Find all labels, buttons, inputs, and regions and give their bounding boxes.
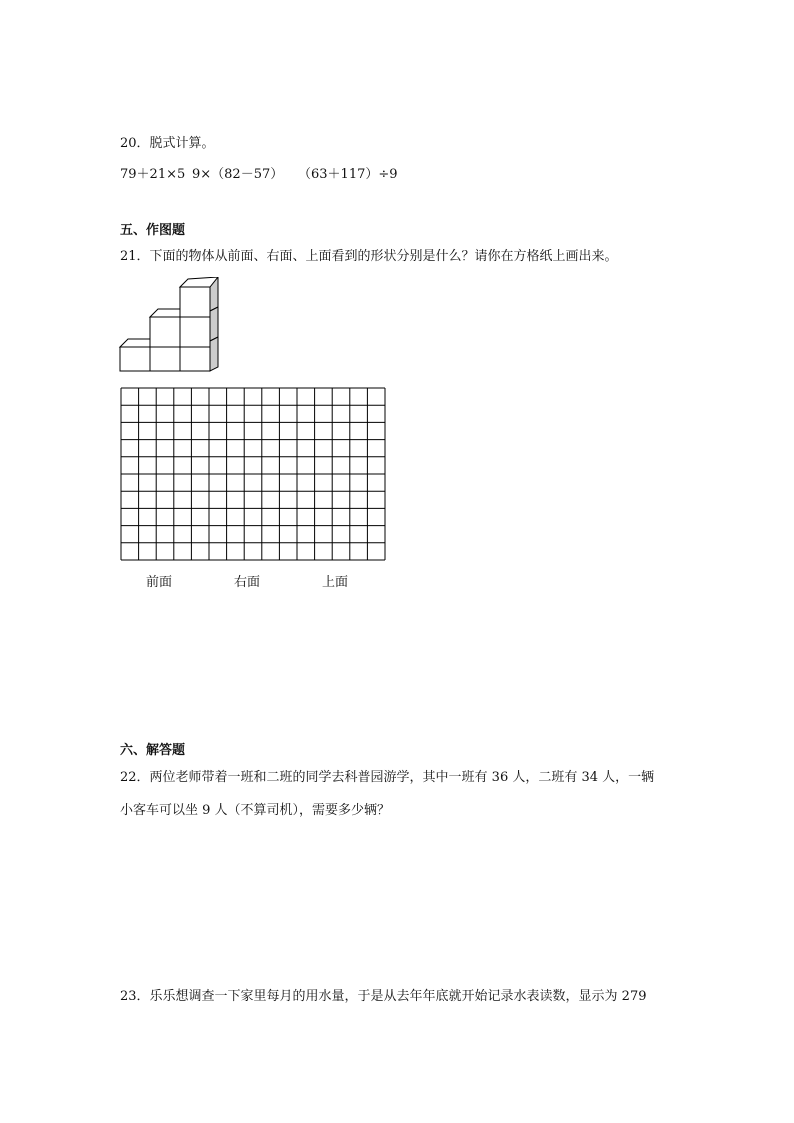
- q20-expr-2: 9×（82－57）: [192, 167, 284, 182]
- q23-line-1: 23．乐乐想调查一下家里每月的用水量，于是从去年年底就开始记录水表读数，显示为 279: [120, 989, 647, 1004]
- label-top-view: 上面: [322, 575, 349, 590]
- q22-line-1: 22．两位老师带着一班和二班的同学去科普园游学，其中一班有 36 人，二班有 34 人，一辆: [120, 770, 655, 785]
- cube-side-face: [210, 337, 218, 371]
- q22-line-2: 小客车可以坐 9 人（不算司机），需要多少辆？: [120, 803, 391, 818]
- cube-front-face: [150, 317, 180, 347]
- cube-front-face: [150, 347, 180, 371]
- q20-expressions: [120, 166, 398, 184]
- section-6-heading: 六、解答题: [120, 743, 186, 758]
- q21-text: 21．下面的物体从前面、右面、上面看到的形状分别是什么？请你在方格纸上画出来。: [120, 249, 618, 264]
- grid-paper[interactable]: [120, 387, 386, 561]
- label-right-view: 右面: [234, 575, 261, 590]
- cube-front-face: [180, 317, 210, 347]
- cube-staircase-figure: [118, 277, 222, 373]
- q20-expr-1: 79＋21×5: [120, 167, 186, 182]
- cube-front-face: [120, 347, 150, 371]
- cube-front-face: [180, 287, 210, 317]
- cube-front-face: [180, 347, 210, 371]
- cube-side-face: [210, 307, 218, 341]
- view-labels: [146, 571, 386, 589]
- section-5-heading: 五、作图题: [120, 223, 186, 238]
- q20-title: 20．脱式计算。: [120, 136, 215, 151]
- label-front-view: 前面: [146, 575, 173, 590]
- q20-expr-3: （63＋117）÷9: [298, 167, 398, 182]
